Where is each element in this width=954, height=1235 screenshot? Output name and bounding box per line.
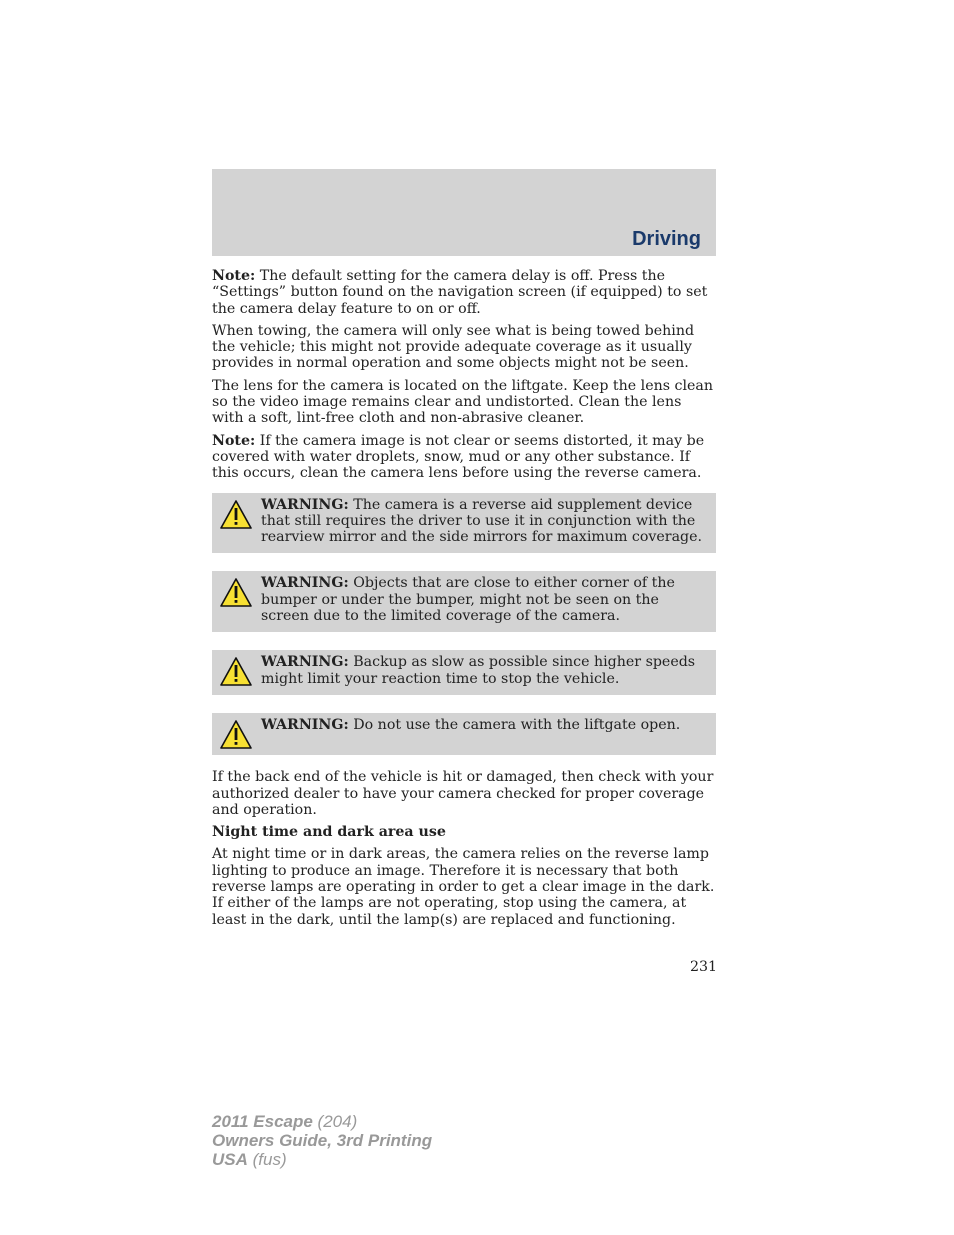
warning-label: WARNING: [261, 654, 349, 671]
footer-guide: Owners Guide, 3rd Printing [212, 1131, 433, 1150]
paragraph-text: If the back end of the vehicle is hit or damaged, then check with your authorized dealer to have your camera checked for proper coverage and operation. [212, 769, 714, 818]
warning-triangle-icon [219, 577, 255, 609]
paragraph-towing [212, 323, 716, 372]
warning-box [212, 713, 716, 755]
document-footer [212, 1112, 432, 1169]
paragraph-note-image [212, 433, 716, 482]
footer-region-code: (fus) [247, 1150, 287, 1169]
warning-triangle-icon [219, 656, 255, 688]
subheading-night-time: Night time and dark area use [212, 824, 446, 841]
section-title: Driving [632, 228, 701, 250]
warning-body: Do not use the camera with the liftgate open. [348, 716, 681, 733]
paragraph-text: When towing, the camera will only see what is being towed behind the vehicle; this might not provide adequate coverage as it usually provides in normal operation and some objects might not be seen. [212, 322, 695, 372]
warning-box [212, 571, 716, 632]
footer-model: 2011 Escape [212, 1112, 313, 1131]
paragraph-lens [212, 378, 716, 427]
warning-label: WARNING: [261, 575, 349, 592]
warning-body: The camera is a reverse aid supplement device that still requires the driver to use it in conjunction with the rearview mirror and the side mirrors for maximum coverage. [261, 496, 703, 546]
warning-box [212, 493, 716, 554]
warning-body: Backup as slow as possible since higher speeds might limit your reaction time to stop the vehicle. [261, 654, 696, 687]
warning-text [219, 575, 708, 624]
warning-text [219, 654, 708, 687]
warning-label: WARNING: [261, 496, 349, 513]
warning-box [212, 650, 716, 695]
note-label: Note: [212, 432, 256, 449]
warning-triangle-icon [219, 499, 255, 531]
paragraph-text: If the camera image is not clear or seems distorted, it may be covered with water droplets, snow, mud or any other substance. If this occurs, clean the camera lens before using the reverse camera. [212, 432, 705, 482]
footer-line-region [212, 1150, 432, 1169]
warning-text [219, 717, 708, 747]
note-label: Note: [212, 268, 256, 284]
paragraph-text: The lens for the camera is located on the liftgate. Keep the lens clean so the video image remains clear and undistorted. Clean the lens with a soft, lint-free cloth and non-abrasive cleaner. [212, 377, 714, 427]
warning-body: Objects that are close to either corner of the bumper or under the bumper, might not be seen on the screen due to the limited coverage of the camera. [261, 575, 675, 625]
paragraph-damage [212, 769, 716, 818]
footer-region: USA [212, 1150, 248, 1169]
paragraph-text: The default setting for the camera delay is off. Press the “Settings” button found on the navigation screen (if equipped) to set the camera delay feature to on or off. [212, 268, 708, 317]
footer-model-code: (204) [312, 1112, 358, 1131]
warning-text [219, 497, 708, 546]
paragraph-note-camera-delay [212, 268, 716, 317]
section-header-band [212, 169, 716, 256]
page-content [212, 268, 716, 934]
paragraph-text: At night time or in dark areas, the camera relies on the reverse lamp lighting to produce an image. Therefore it is necessary that both reverse lamps are operating in order to get a clear image in the dark. If either of the lamps are not operating, stop using the camera, at least in the dark, until the lamp(s) are replaced and functioning. [212, 846, 715, 928]
warning-triangle-icon [219, 719, 255, 751]
footer-line-guide [212, 1131, 432, 1150]
paragraph-night [212, 846, 716, 927]
footer-line-model [212, 1112, 432, 1131]
warning-label: WARNING: [261, 716, 349, 733]
page-number: 231 [690, 959, 718, 975]
